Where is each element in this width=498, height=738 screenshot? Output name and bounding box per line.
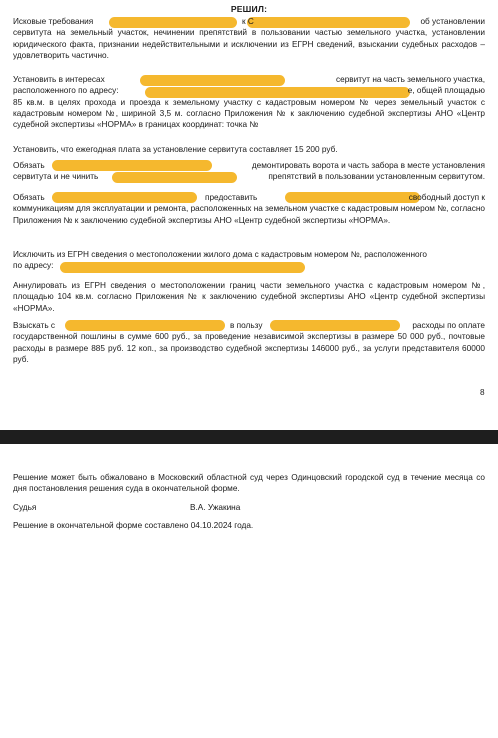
judge-label: Судья <box>13 503 37 512</box>
judge-name: В.А. Ужакина <box>190 503 241 512</box>
page-number: 8 <box>480 388 485 397</box>
text-fragment: Исковые требования <box>13 17 94 26</box>
page-divider <box>0 430 498 444</box>
claims-paragraph-body: сервитута на земельный участок, нечинении препятствий в пользовании частью земельного участка, установлении юридического факта, признании недействительными и исключении из ЕГРН сведений, взыскании судебных расходов – удовлетворить частично. <box>13 28 485 60</box>
text-fragment: препятствий в пользовании установленным сервитутом. <box>268 172 485 182</box>
decision-heading: РЕШИЛ: <box>230 4 268 14</box>
redaction-marker <box>140 75 285 86</box>
redaction-marker <box>285 192 420 203</box>
redaction-marker <box>112 172 237 183</box>
access-paragraph-body: коммуникациям для эксплуатации и ремонта, расположенных на земельном участке с кадастровым номером №, согласно Приложения № к заключению судебной экспертизы АНО «Центр судебной экспертизы «НОРМА». <box>13 204 485 225</box>
text-fragment: сервитута и не чинить <box>13 172 99 182</box>
text-fragment: расположенного по адресу: <box>13 86 119 96</box>
exclude-line: по адресу: <box>13 261 54 271</box>
text-fragment: Взыскать с <box>13 321 56 330</box>
text-fragment: об установлении <box>420 17 485 26</box>
text-fragment: Обязать <box>13 193 45 202</box>
text-fragment: демонтировать ворота и часть забора в месте установления <box>251 161 485 170</box>
text-fragment: свободный доступ к <box>408 193 485 202</box>
final-form-note: Решение в окончательной форме составлено 04.10.2024 года. <box>13 521 254 530</box>
text-fragment: сервитут на часть земельного участка, <box>336 75 485 84</box>
redaction-marker <box>52 192 197 203</box>
appeal-paragraph: Решение может быть обжаловано в Московский областной суд через Одинцовский городской суд в течение месяца со дня постановления решения суда в окончательной форме. <box>13 473 485 494</box>
text-fragment: к С <box>242 17 254 26</box>
text-fragment: расходы по оплате <box>412 321 485 330</box>
redaction-marker <box>270 320 400 331</box>
redaction-marker <box>52 160 212 171</box>
exclude-paragraph: Исключить из ЕГРН сведения о местоположении жилого дома с кадастровым номером №, расположенного <box>13 250 428 259</box>
annul-paragraph: Аннулировать из ЕГРН сведения о местоположении границ части земельного участка с кадастровым номером №, площадью 104 кв.м. согласно Приложения № к заключению судебной экспертизы АНО «Центр судебной экспертизы «НОРМА». <box>13 281 485 313</box>
servitude-paragraph-body: 85 кв.м. в целях прохода и проезда к земельному участку с кадастровым номером № через земельный участок с кадастровым номером №, шириной 3,5 м. согласно Приложения № к заключению судебной экспертизы АНО «Центр судебной экспертизы «НОРМА» в границах координат: точка № <box>13 97 485 130</box>
text-fragment: в пользу <box>230 321 263 330</box>
redaction-marker <box>65 320 225 331</box>
fee-paragraph: Установить, что ежегодная плата за установление сервитута составляет 15 200 руб. <box>13 145 338 154</box>
text-fragment: Обязать <box>13 161 45 170</box>
text-fragment: Установить в интересах <box>13 75 105 84</box>
costs-paragraph-body: государственной пошлины в сумме 600 руб., за проведение независимой экспертизы в размере 50 000 руб., почтовые расходы в размере 885 руб. 12 коп., за производство судебной экспертизы 146000 руб., за услуги представителя 60000 руб. <box>13 332 485 364</box>
text-fragment: е, общей площадью <box>407 86 485 96</box>
text-fragment: предоставить <box>205 193 258 202</box>
